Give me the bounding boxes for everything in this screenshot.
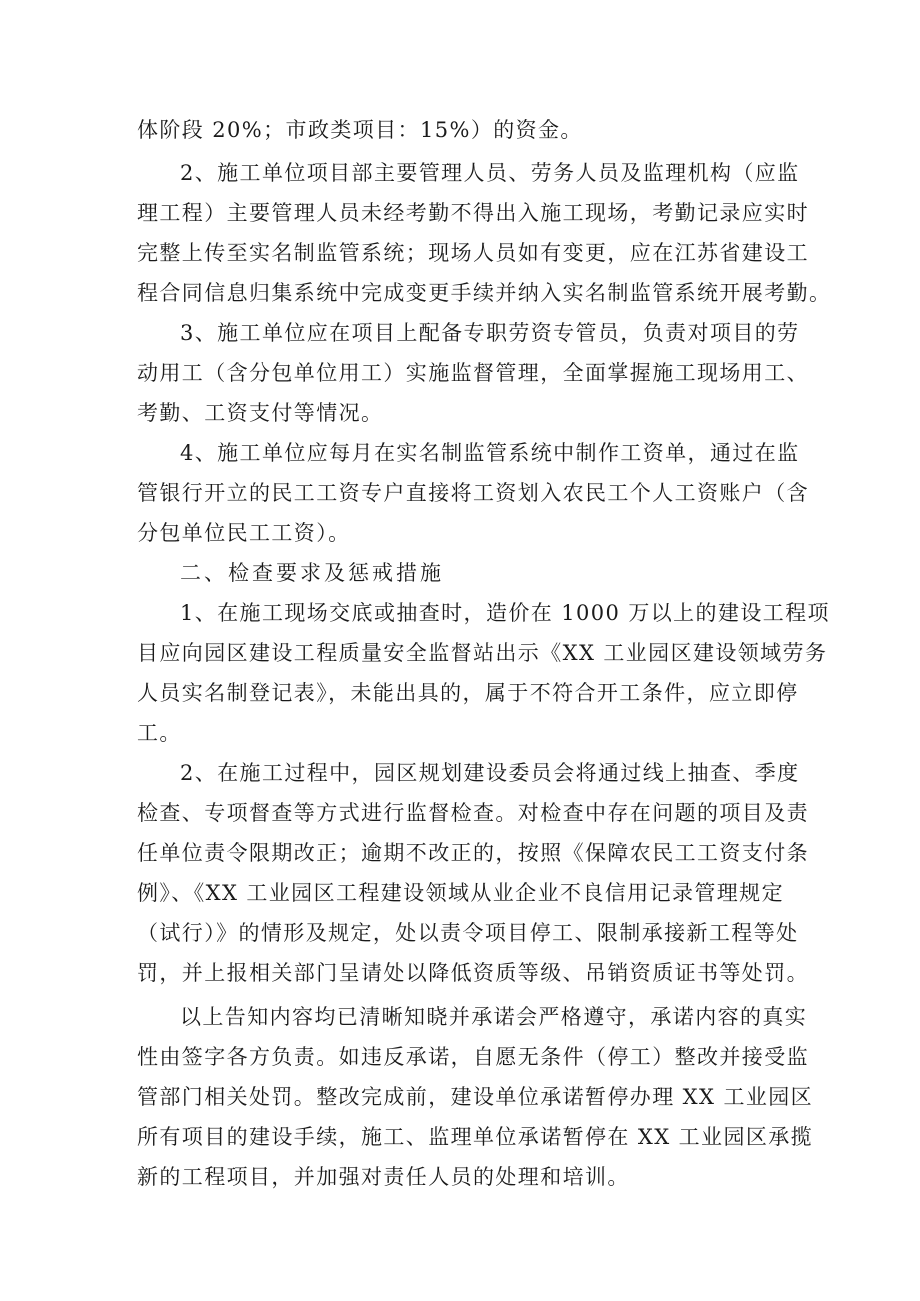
paragraph-line: 检查、专项督查等方式进行监督检查。对检查中存在问题的项目及责 <box>137 801 809 825</box>
paragraph-line: 管银行开立的民工工资专户直接将工资划入农民工个人工资账户（含 <box>137 481 809 505</box>
paragraph-line: 任单位责令限期改正；逾期不改正的，按照《保障农民工工资支付条 <box>137 841 809 865</box>
paragraph-line: 性由签字各方负责。如违反承诺，自愿无条件（停工）整改并接受监 <box>137 1045 809 1069</box>
paragraph-line: 以上告知内容均已清晰知晓并承诺会严格遵守，承诺内容的真实 <box>180 1005 808 1029</box>
paragraph-line: 所有项目的建设手续，施工、监理单位承诺暂停在 XX 工业园区承揽 <box>137 1125 814 1149</box>
paragraph-line: 罚，并上报相关部门呈请处以降低资质等级、吊销资质证书等处罚。 <box>137 961 809 985</box>
paragraph-line: 体阶段 20%；市政类项目：15%）的资金。 <box>137 118 583 142</box>
paragraph-line: 程合同信息归集系统中完成变更手续并纳入实名制监管系统开展考勤。 <box>137 281 832 305</box>
paragraph-line: 工。 <box>137 721 182 745</box>
paragraph-line: 例》、《XX 工业园区工程建设领域从业企业不良信用记录管理规定 <box>137 881 784 905</box>
paragraph-line: 2、在施工过程中，园区规划建设委员会将通过线上抽查、季度 <box>180 761 800 785</box>
paragraph-line: 动用工（含分包单位用工）实施监督管理，全面掌握施工现场用工、 <box>137 361 809 385</box>
paragraph-line: 目应向园区建设工程质量安全监督站出示《XX 工业园区建设领域劳务 <box>137 641 828 665</box>
paragraph-line: 分包单位民工工资）。 <box>137 521 351 545</box>
section-heading: 二、检查要求及惩戒措施 <box>180 561 444 585</box>
paragraph-line: 考勤、工资支付等情况。 <box>137 401 384 425</box>
paragraph-line: 理工程）主要管理人员未经考勤不得出入施工现场，考勤记录应实时 <box>137 201 809 225</box>
paragraph-line: 新的工程项目，并加强对责任人员的处理和培训。 <box>137 1165 630 1189</box>
paragraph-line: （试行）》的情形及规定，处以责令项目停工、限制承接新工程等处 <box>137 921 799 945</box>
paragraph-line: 管部门相关处罚。整改完成前，建设单位承诺暂停办理 XX 工业园区 <box>137 1085 814 1109</box>
paragraph-line: 3、施工单位应在项目上配备专职劳资专管员，负责对项目的劳 <box>180 321 800 345</box>
paragraph-line: 完整上传至实名制监管系统；现场人员如有变更，应在江苏省建设工 <box>137 241 809 265</box>
paragraph-line: 人员实名制登记表》，未能出具的，属于不符合开工条件，应立即停 <box>137 681 799 705</box>
paragraph-line: 4、施工单位应每月在实名制监管系统中制作工资单，通过在监 <box>180 441 800 465</box>
paragraph-line: 1、在施工现场交底或抽查时，造价在 1000 万以上的建设工程项 <box>180 601 830 625</box>
paragraph-line: 2、施工单位项目部主要管理人员、劳务人员及监理机构（应监 <box>180 161 800 185</box>
